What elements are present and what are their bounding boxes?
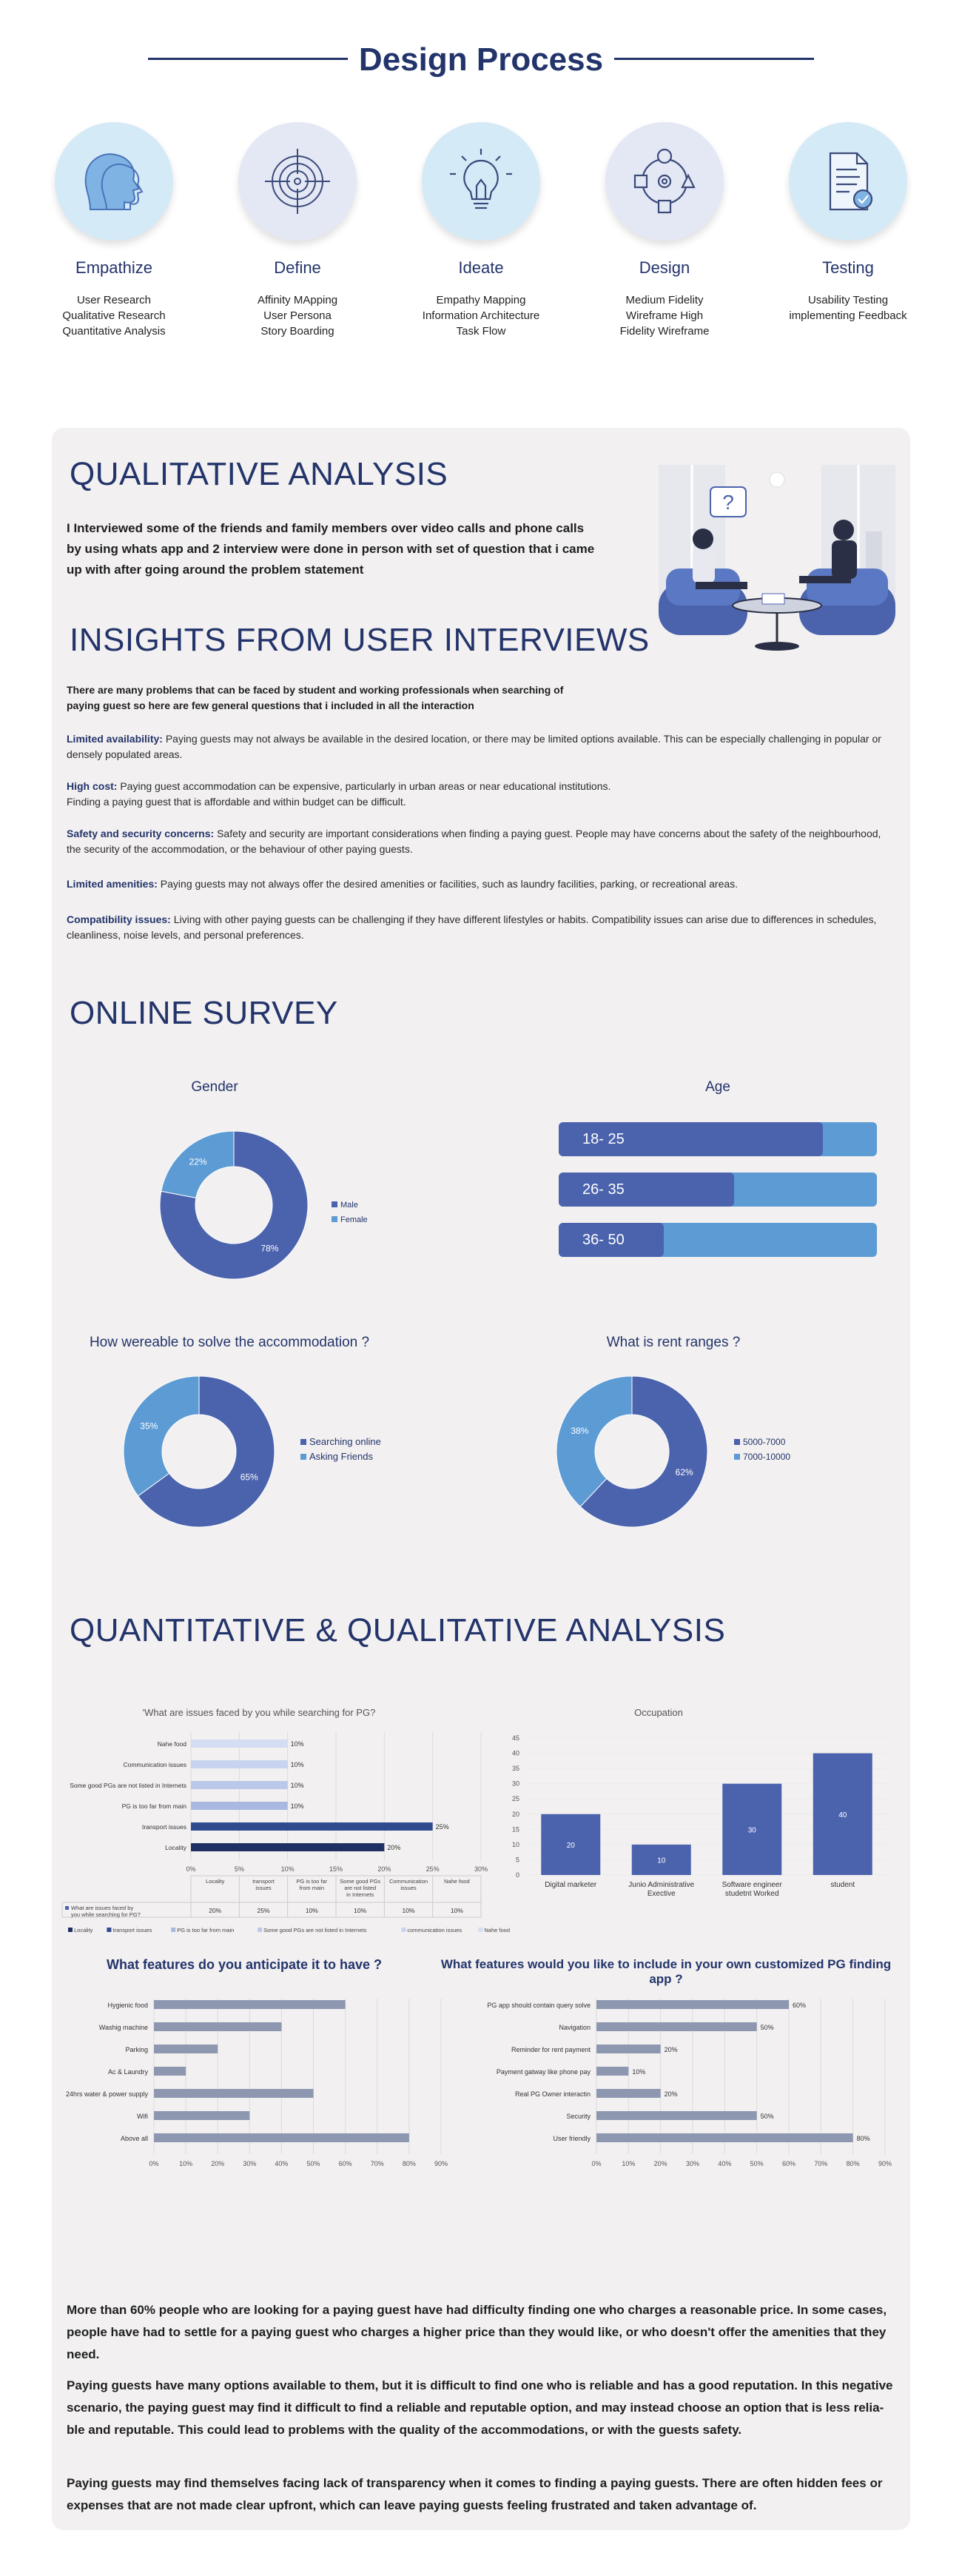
x-tick-label: 80%: [402, 2160, 416, 2167]
gender-donut-chart: [145, 1116, 389, 1294]
data-label: 20%: [387, 1844, 401, 1851]
age-bar-label: 26- 35: [582, 1181, 625, 1198]
rent-donut-chart: [555, 1364, 821, 1542]
age-bar-label: 18- 25: [582, 1131, 625, 1147]
step-item: Usability Testing: [807, 294, 889, 306]
data-label: 40: [838, 1811, 847, 1819]
category-label: Above all: [120, 2135, 148, 2142]
bar: [191, 1781, 288, 1789]
y-tick-label: 45: [511, 1734, 519, 1742]
bar: [191, 1822, 433, 1831]
legend-label: PG is too far from main: [177, 1927, 235, 1933]
issues-bar-chart: [59, 1723, 511, 1933]
table-cell: 10%: [305, 1907, 318, 1914]
step-items: [206, 292, 389, 339]
category-label: Navigation: [559, 2024, 591, 2031]
table-header: Locality: [205, 1878, 225, 1885]
step-name: Ideate: [458, 258, 504, 277]
bar: [191, 1740, 288, 1748]
insight-text: Living with other paying guests can be challenging if they have different lifestyles or habits. Compatibility issues can arise due to differences in schedules, cleanliness, noise levels, and personal preferences.: [67, 913, 877, 941]
x-tick-label: 40%: [275, 2160, 289, 2167]
x-tick-label: 10%: [280, 1865, 295, 1873]
insight-text: Paying guests may not always be available in the desired location, or there may be limited options available. This can be especially challenging in popular or densely populated areas.: [67, 733, 881, 760]
table-header: Communication issues: [388, 1878, 428, 1891]
conclusion-paragraph: Paying guests have many options available to them, but it is difficult to find one who is reliable and has a good reputation. In this negative scenario, the paying guest may find it difficult to find a reliable and reputable option, and may instead choose an option that is less reliable and reputable. This could lead to problems with the quality of the accommodations, or with the guests safety.: [67, 2378, 893, 2437]
table-cell: 10%: [402, 1907, 415, 1914]
legend-swatch: [65, 1906, 69, 1910]
step-name: Design: [639, 258, 690, 277]
data-label: 62%: [675, 1466, 693, 1477]
legend-swatch: [332, 1216, 337, 1222]
occupation-chart-title: Occupation: [634, 1707, 683, 1718]
category-label: Hygienic food: [107, 2002, 148, 2009]
step-testing: [756, 122, 940, 323]
table-header: PG is too far from main: [296, 1878, 328, 1891]
rent-chart-title: What is rent ranges ?: [606, 1335, 741, 1350]
x-tick-label: 0%: [186, 1865, 196, 1873]
bar: [596, 2133, 853, 2142]
insights-intro: There are many problems that can be faced by student and working professionals when searching of paying guest so here are few general questions that i included in all the interaction: [67, 684, 564, 711]
target-icon: [238, 122, 357, 241]
data-label: 65%: [240, 1472, 258, 1483]
x-tick-label: 40%: [718, 2160, 732, 2167]
page-title: Design Process: [358, 41, 604, 78]
x-tick-label: 70%: [370, 2160, 384, 2167]
step-item: Medium Fidelity: [625, 294, 704, 306]
qualitative-title: QUALITATIVE ANALYSIS: [70, 456, 448, 492]
data-label: 10%: [632, 2068, 646, 2076]
insight-point: [67, 731, 888, 762]
data-label: 78%: [260, 1243, 279, 1254]
table-cell: 20%: [209, 1907, 222, 1914]
bar: [154, 2022, 281, 2031]
y-tick-label: 5: [515, 1856, 519, 1864]
step-item: implementing Feedback: [789, 309, 907, 322]
insight-text: Paying guests may not always offer the desired amenities or facilities, such as laundry facilities, parking, or recreational areas.: [157, 878, 739, 890]
insights-title: INSIGHTS FROM USER INTERVIEWS: [70, 622, 650, 658]
x-tick-label: 30%: [685, 2160, 700, 2167]
x-tick-label: 50%: [750, 2160, 764, 2167]
step-item: Task Flow: [456, 325, 506, 338]
x-tick-label: 0%: [149, 2160, 159, 2167]
bar: [191, 1843, 384, 1851]
insight-label: Compatibility issues:: [67, 913, 171, 925]
shapes-gear-icon: [605, 122, 724, 241]
step-item: Quantitative Analysis: [62, 325, 166, 338]
step-name: Empathize: [75, 258, 152, 277]
bar: [191, 1802, 288, 1810]
legend-label: 5000-7000: [743, 1437, 786, 1447]
step-item: Wireframe High: [625, 309, 704, 322]
legend-swatch: [332, 1201, 337, 1207]
insight-text: Safety and security are important considerations when finding a paying guest. People may have concerns about the safety of the neighbourhood, the security of the accommodation, or the behaviour of other paying guests.: [67, 828, 881, 855]
category-label: Digital marketer: [545, 1881, 597, 1889]
table-row-label: What are issues faced by you while searching for PG?: [71, 1905, 141, 1918]
category-label: Payment gatway like phone pay: [496, 2068, 591, 2076]
category-label: Some good PGs are not listed in Internets: [70, 1782, 186, 1789]
x-tick-label: 50%: [306, 2160, 320, 2167]
category-label: transport issues: [142, 1823, 186, 1831]
step-design: [573, 122, 756, 339]
app-features-chart-title: What features would you like to include in your own customized PG finding app ?: [440, 1957, 892, 1986]
legend-swatch: [734, 1454, 740, 1460]
y-tick-label: 30: [511, 1780, 519, 1788]
table-cell: 25%: [257, 1907, 270, 1914]
legend-label: communication issues: [407, 1927, 462, 1933]
insight-point: [67, 876, 888, 892]
bar: [154, 2000, 346, 2009]
category-label: Locality: [165, 1844, 186, 1851]
y-tick-label: 20: [511, 1810, 519, 1818]
x-tick-label: 60%: [338, 2160, 352, 2167]
bar: [154, 2067, 186, 2076]
step-name: Define: [274, 258, 321, 277]
step-items: [756, 292, 940, 323]
data-label: 10%: [290, 1802, 304, 1810]
features-bar-chart: [59, 1990, 459, 2190]
document-check-icon: [789, 122, 907, 241]
legend-swatch: [68, 1928, 73, 1932]
legend-label: Locality: [74, 1927, 93, 1933]
gender-chart-title: Gender: [191, 1079, 238, 1095]
category-label: student: [830, 1881, 855, 1889]
conclusion-paragraph: More than 60% people who are looking for a paying guest have had difficulty finding one who charges a reasonable price. In some cases, people have had to settle for a paying guest who charges a higher price than they would like, or who doesn't offer the amenities that they need.: [67, 2303, 887, 2361]
occupation-bar-chart: [496, 1723, 895, 1901]
step-items: [22, 292, 206, 339]
interview-illustration: [651, 457, 903, 680]
x-tick-label: 30%: [474, 1865, 488, 1873]
age-bar: [559, 1223, 877, 1257]
qualitative-intro: I Interviewed some of the friends and family members over video calls and phone calls by using whats app and 2 interview were done in person with set of question that i came up with after going around the problem statement: [67, 521, 595, 577]
y-tick-label: 35: [511, 1765, 519, 1773]
legend-label: Female: [340, 1215, 368, 1224]
category-label: Washig machine: [98, 2024, 148, 2031]
bar: [596, 2089, 661, 2098]
x-tick-label: 90%: [878, 2160, 892, 2167]
category-label: Security: [566, 2113, 591, 2120]
x-tick-label: 5%: [234, 1865, 244, 1873]
data-label: 10: [657, 1856, 666, 1865]
legend-swatch: [107, 1928, 111, 1932]
insight-point: [67, 912, 888, 943]
step-item: Qualitative Research: [62, 309, 166, 322]
step-name: Testing: [822, 258, 874, 277]
bar: [154, 2045, 218, 2053]
y-tick-label: 40: [511, 1749, 519, 1757]
x-tick-label: 10%: [179, 2160, 193, 2167]
legend-swatch: [258, 1928, 262, 1932]
step-empathize: [22, 122, 206, 339]
quantitative-title: QUANTITATIVE & QUALITATIVE ANALYSIS: [70, 1612, 726, 1648]
x-tick-label: 20%: [377, 1865, 391, 1873]
data-label: 30: [747, 1826, 756, 1835]
table-header: Nahe food: [444, 1878, 470, 1885]
y-tick-label: 0: [515, 1871, 519, 1879]
conclusion-paragraph: Paying guests may find themselves facing lack of transparency when it comes to finding a paying guests. There are often hidden fees or expenses that are not made clear upfront, which can leave paying guests feeling frustrated and taken advantage of.: [67, 2476, 883, 2512]
legend-swatch: [401, 1928, 406, 1932]
step-item: Affinity MApping: [257, 294, 338, 306]
donut-slice: [124, 1376, 199, 1496]
age-bar-label: 36- 50: [582, 1232, 625, 1248]
age-bar: [559, 1122, 877, 1156]
step-item: Story Boarding: [260, 325, 334, 338]
app-features-bar-chart: [466, 1990, 903, 2190]
legend-label: Searching online: [309, 1436, 381, 1447]
data-label: 20: [566, 1841, 575, 1850]
insight-text: Paying guest accommodation can be expensive, particularly in urban areas or near educational institutions. Finding a paying guest that is affordable and within budget can be difficult.: [67, 780, 611, 808]
category-label: Communication issues: [123, 1761, 186, 1768]
data-label: 60%: [793, 2002, 807, 2009]
data-label: 10%: [290, 1740, 304, 1748]
step-item: User Research: [76, 294, 152, 306]
data-label: 22%: [189, 1156, 207, 1167]
data-label: 38%: [571, 1426, 589, 1437]
data-label: 50%: [760, 2113, 774, 2120]
x-tick-label: 60%: [781, 2160, 796, 2167]
data-label: 80%: [856, 2135, 870, 2142]
bar: [191, 1760, 288, 1768]
data-label: 20%: [664, 2090, 678, 2098]
legend-label: Nahe food: [484, 1927, 511, 1933]
insight-point: [67, 779, 636, 810]
step-item: Empathy Mapping: [436, 294, 526, 306]
category-label: PG app should contain query solve: [487, 2002, 591, 2009]
legend-swatch: [300, 1454, 306, 1460]
bar: [154, 2133, 409, 2142]
data-label: 50%: [760, 2024, 774, 2031]
x-tick-label: 25%: [426, 1865, 440, 1873]
insight-label: Safety and security concerns:: [67, 828, 215, 839]
legend-label: 7000-10000: [743, 1452, 791, 1462]
svg-text:?: ?: [722, 491, 734, 514]
features-chart-title: What features do you anticipate it to have ?: [106, 1957, 383, 1972]
legend-swatch: [734, 1439, 740, 1445]
legend-swatch: [300, 1439, 306, 1445]
category-label: Junio Administrative Exective: [628, 1881, 695, 1898]
content-panel: [52, 428, 910, 2530]
legend-label: Male: [340, 1201, 358, 1210]
category-label: Ac & Laundry: [107, 2068, 148, 2076]
x-tick-label: 0%: [591, 2160, 602, 2167]
table-header: transport issues: [252, 1878, 275, 1891]
design-process-header: [0, 36, 962, 80]
lightbulb-icon: [422, 122, 540, 241]
data-label: 35%: [140, 1421, 158, 1432]
issues-chart-title: 'What are issues faced by you while searching for PG?: [142, 1707, 376, 1718]
head-profile-icon: [55, 122, 173, 241]
x-tick-label: 10%: [622, 2160, 636, 2167]
legend-swatch: [478, 1928, 482, 1932]
x-tick-label: 15%: [329, 1865, 343, 1873]
insight-label: Limited amenities:: [67, 878, 158, 890]
step-ideate: [389, 122, 573, 339]
data-label: 25%: [435, 1823, 449, 1831]
table-header: Some good PGs are not listed in Internets: [340, 1878, 381, 1898]
survey-title: ONLINE SURVEY: [70, 995, 338, 1031]
data-label: 10%: [290, 1782, 304, 1789]
category-label: Parking: [125, 2046, 148, 2053]
bar: [154, 2089, 314, 2098]
insight-point: [67, 826, 888, 857]
y-tick-label: 15: [511, 1825, 519, 1834]
bar: [596, 2000, 789, 2009]
y-tick-label: 25: [511, 1795, 519, 1803]
legend-label: Asking Friends: [309, 1451, 373, 1462]
step-define: [206, 122, 389, 339]
bar: [596, 2111, 757, 2120]
category-label: Wifi: [137, 2113, 148, 2120]
y-tick-label: 10: [511, 1840, 519, 1848]
bar: [596, 2067, 628, 2076]
step-items: [573, 292, 756, 339]
x-tick-label: 30%: [243, 2160, 257, 2167]
step-item: User Persona: [263, 309, 332, 322]
step-item: Fidelity Wireframe: [619, 325, 710, 338]
category-label: 24hrs water & power supply: [65, 2090, 148, 2098]
insight-label: High cost:: [67, 780, 118, 792]
legend-swatch: [171, 1928, 175, 1932]
step-item: Information Architecture: [422, 309, 540, 322]
table-cell: 10%: [450, 1907, 463, 1914]
age-bar: [559, 1173, 877, 1207]
table-cell: 10%: [354, 1907, 367, 1914]
legend-label: Some good PGs are not listed in Internets: [263, 1927, 367, 1933]
age-chart-title: Age: [705, 1079, 730, 1095]
step-items: [389, 292, 573, 339]
x-tick-label: 80%: [846, 2160, 860, 2167]
category-label: Nahe food: [157, 1740, 186, 1748]
category-label: PG is too far from main: [121, 1802, 186, 1810]
category-label: Reminder for rent payment: [511, 2046, 591, 2053]
bar: [596, 2045, 661, 2053]
divider-right: [614, 58, 814, 60]
category-label: Software engineer studetnt Worked: [722, 1881, 782, 1898]
accommodation-chart-title: How wereable to solve the accommodation ?: [89, 1335, 370, 1350]
x-tick-label: 20%: [211, 2160, 225, 2167]
insight-label: Limited availability:: [67, 733, 163, 745]
legend-label: transport issues: [112, 1927, 152, 1933]
bar: [596, 2022, 757, 2031]
design-steps: [22, 122, 940, 359]
bar: [154, 2111, 249, 2120]
category-label: User friendly: [553, 2135, 591, 2142]
category-label: Real PG Owner interactin: [514, 2090, 591, 2098]
x-tick-label: 70%: [814, 2160, 828, 2167]
accommodation-donut-chart: [121, 1364, 388, 1542]
data-label: 20%: [664, 2046, 678, 2053]
x-tick-label: 90%: [434, 2160, 448, 2167]
x-tick-label: 20%: [653, 2160, 667, 2167]
data-label: 10%: [290, 1761, 304, 1768]
